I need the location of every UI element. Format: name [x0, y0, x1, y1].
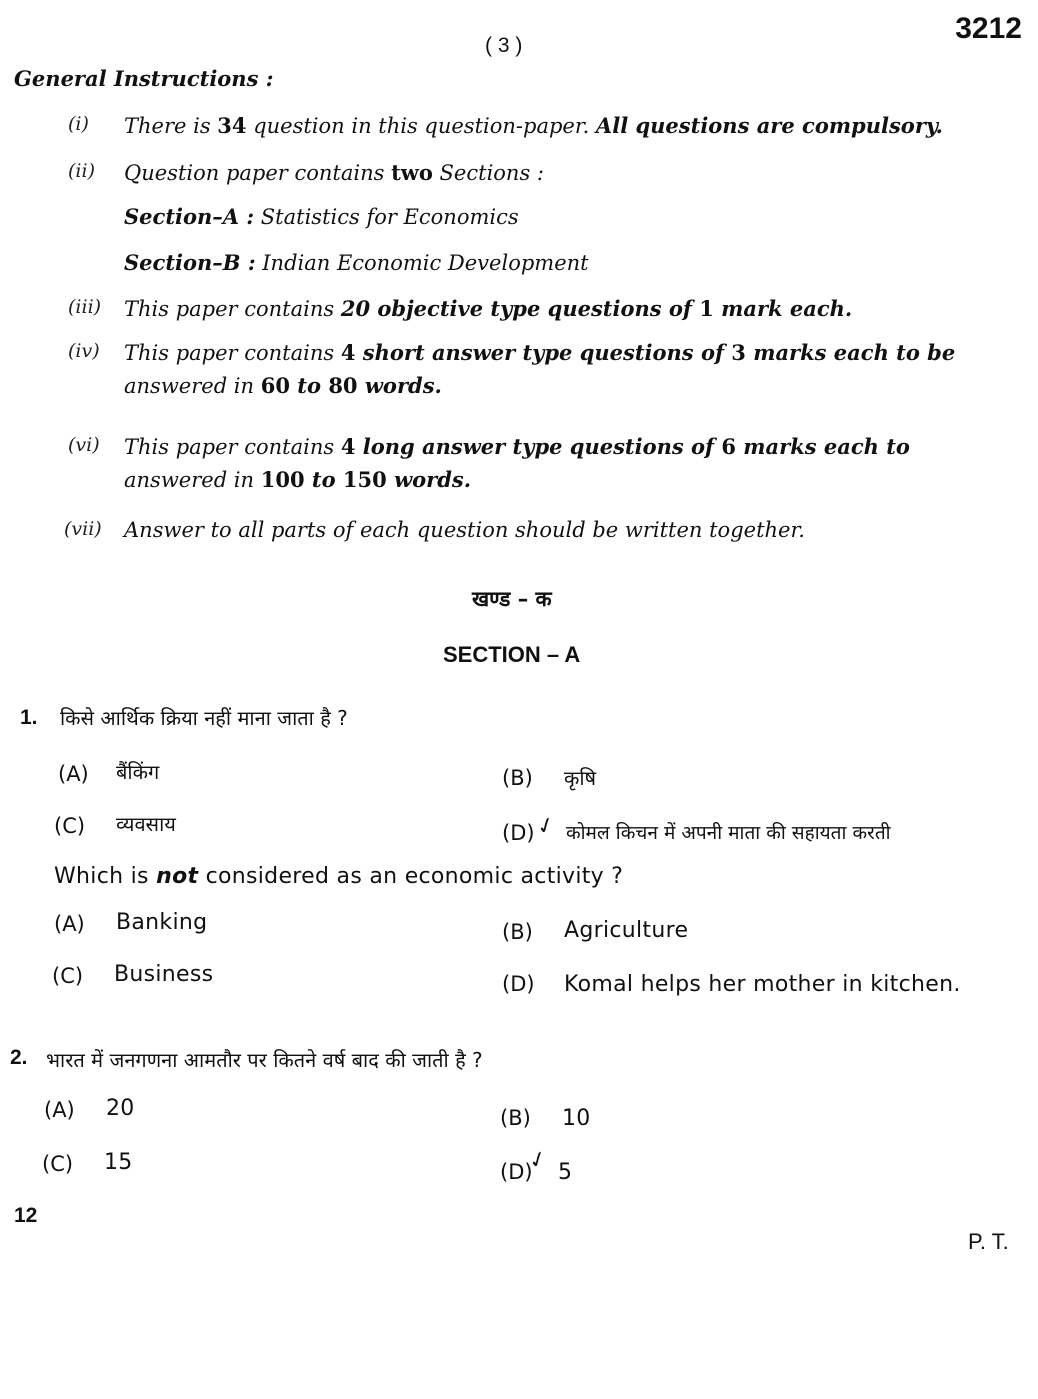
option-label: (B)	[502, 766, 533, 790]
option-text: 5	[558, 1160, 573, 1185]
section-b-description: Section–B : Indian Economic Development	[124, 250, 589, 275]
paper-code: 3212	[955, 12, 1022, 45]
instruction-text: Answer to all parts of each question should be written together.	[124, 518, 805, 542]
option-text: कृषि	[564, 766, 597, 790]
question-text-hindi: किसे आर्थिक क्रिया नहीं माना जाता है ?	[60, 706, 348, 730]
instruction-text-line2: answered in 100 to 150 words.	[124, 467, 472, 492]
option-text: 10	[562, 1106, 591, 1131]
question-number: 2.	[10, 1046, 28, 1069]
option-label: (C)	[54, 814, 86, 838]
instruction-text: Question paper contains two Sections :	[124, 160, 544, 185]
tick-mark-icon: ✓	[533, 811, 560, 842]
general-instructions-title: General Instructions :	[14, 66, 274, 91]
option-text: Business	[114, 962, 214, 987]
option-label: (C)	[42, 1152, 74, 1176]
question-text-hindi: भारत में जनगणना आमतौर पर कितने वर्ष बाद की जाती है ?	[46, 1048, 483, 1072]
option-label: (A)	[58, 762, 89, 786]
option-text: बैंकिंग	[116, 760, 160, 784]
option-text: 15	[104, 1150, 133, 1175]
option-label: (A)	[44, 1098, 75, 1122]
instruction-iv	[68, 340, 956, 398]
section-heading-hindi: खण्ड – क	[472, 587, 552, 611]
instruction-number: (iv)	[68, 340, 100, 362]
option-text: 20	[106, 1096, 135, 1121]
page-number: ( 3 )	[485, 34, 523, 57]
question-text: Which is not considered as an economic activity ?	[54, 864, 624, 889]
page-turn-note: P. T.	[968, 1229, 1009, 1254]
instruction-number: (ii)	[68, 160, 95, 182]
option-text: Banking	[116, 910, 208, 935]
option-text: Komal helps her mother in kitchen.	[564, 972, 961, 997]
option-label: (D)	[500, 1160, 533, 1184]
option-text: कोमल किचन में अपनी माता की सहायता करती	[566, 822, 891, 844]
option-label: (A)	[54, 912, 85, 936]
footer-code: 12	[14, 1204, 38, 1227]
instruction-text: This paper contains 4 long answer type questions of 6 marks each to	[124, 434, 910, 459]
instruction-i	[68, 113, 943, 138]
instruction-text-line2: answered in 60 to 80 words.	[124, 373, 442, 398]
option-text: व्यवसाय	[116, 812, 176, 836]
option-label: (D)	[502, 972, 535, 996]
instruction-text: This paper contains 4 short answer type questions of 3 marks each to be	[124, 340, 956, 365]
question-number: 1.	[20, 706, 38, 729]
instruction-number: (iii)	[68, 296, 102, 318]
instruction-text: This paper contains 20 objective type questions of 1 mark each.	[124, 296, 853, 321]
option-text: Agriculture	[564, 918, 689, 943]
option-label: (B)	[500, 1106, 531, 1130]
tick-mark-icon: ✓	[525, 1145, 552, 1176]
instruction-iii	[68, 296, 853, 321]
section-heading: SECTION – A	[443, 642, 581, 667]
option-label: (C)	[52, 964, 84, 988]
option-label: (D)	[502, 821, 535, 845]
section-a-description: Section–A : Statistics for Economics	[124, 204, 519, 229]
instruction-ii	[68, 160, 544, 185]
option-label: (B)	[502, 920, 533, 944]
instruction-vii	[64, 518, 805, 542]
instruction-number: (vi)	[68, 434, 100, 456]
instruction-number: (vii)	[64, 518, 102, 540]
instruction-text: There is 34 question in this question-paper. All questions are compulsory.	[124, 113, 943, 138]
instruction-vi	[68, 434, 910, 492]
instruction-number: (i)	[68, 113, 89, 135]
